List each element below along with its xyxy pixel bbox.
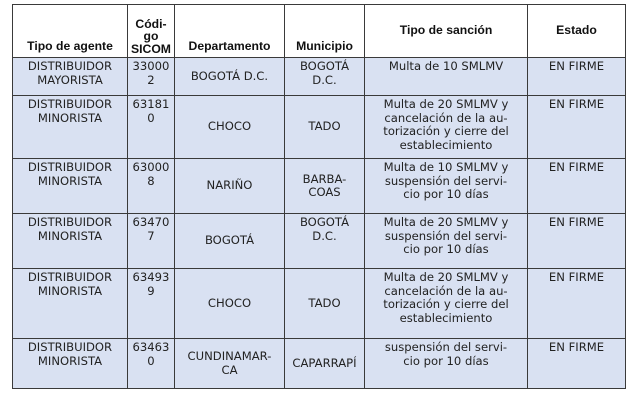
table-row (13, 339, 626, 389)
cell-municipio: BOGOTÁ D.C. (285, 58, 365, 96)
cell-codigo: 63463 0 (128, 339, 175, 389)
header-tipo-sancion: Tipo de sanción (365, 5, 528, 58)
table-row (13, 159, 626, 214)
cell-tipo-sancion: Multa de 20 SMLMV y cancelación de la au- torización y cierre del establecimiento (365, 96, 528, 159)
cell-tipo-sancion: Multa de 10 SMLMV (365, 58, 528, 96)
cell-codigo: 33000 2 (128, 58, 175, 96)
cell-codigo: 63000 8 (128, 159, 175, 214)
cell-codigo: 63470 7 (128, 214, 175, 269)
cell-tipo-agente: DISTRIBUIDOR MINORISTA (13, 269, 128, 339)
cell-municipio: BARBA- COAS (285, 159, 365, 214)
cell-tipo-agente: DISTRIBUIDOR MAYORISTA (13, 58, 128, 96)
cell-departamento: CUNDINAMAR- CA (175, 339, 285, 389)
cell-estado: EN FIRME (528, 58, 626, 96)
header-departamento: Departamento (175, 5, 285, 58)
cell-tipo-agente: DISTRIBUIDOR MINORISTA (13, 214, 128, 269)
table-row (13, 269, 626, 339)
cell-codigo: 63181 0 (128, 96, 175, 159)
document-page (12, 4, 625, 394)
cell-tipo-sancion: suspensión del servi- cio por 10 días (365, 339, 528, 389)
cell-municipio: BOGOTÁ D.C. (285, 214, 365, 269)
header-tipo-agente: Tipo de agente (13, 5, 128, 58)
table-header (13, 5, 626, 58)
cell-tipo-sancion: Multa de 20 SMLMV y suspensión del servi- cio por 10 días (365, 214, 528, 269)
cell-estado: EN FIRME (528, 339, 626, 389)
cell-tipo-sancion: Multa de 10 SMLMV y suspensión del servi- cio por 10 días (365, 159, 528, 214)
cell-departamento: BOGOTÁ (175, 214, 285, 269)
table-body (13, 58, 626, 389)
cell-estado: EN FIRME (528, 214, 626, 269)
cell-estado: EN FIRME (528, 96, 626, 159)
cell-departamento: NARIÑO (175, 159, 285, 214)
cell-municipio: CAPARRAPÍ (285, 339, 365, 389)
cell-estado: EN FIRME (528, 159, 626, 214)
cell-municipio: TADO (285, 269, 365, 339)
header-codigo-sicom: Códi- go SICOM (128, 5, 175, 58)
cell-tipo-agente: DISTRIBUIDOR MINORISTA (13, 339, 128, 389)
header-estado: Estado (528, 5, 626, 58)
table-row (13, 214, 626, 269)
cell-departamento: CHOCO (175, 96, 285, 159)
cell-tipo-sancion: Multa de 20 SMLMV y cancelación de la au- torización y cierre del establecimiento (365, 269, 528, 339)
cell-tipo-agente: DISTRIBUIDOR MINORISTA (13, 96, 128, 159)
header-row (13, 5, 626, 58)
table-row (13, 96, 626, 159)
cell-codigo: 63493 9 (128, 269, 175, 339)
cell-estado: EN FIRME (528, 269, 626, 339)
header-municipio: Municipio (285, 5, 365, 58)
cell-departamento: CHOCO (175, 269, 285, 339)
cell-tipo-agente: DISTRIBUIDOR MINORISTA (13, 159, 128, 214)
table-row (13, 58, 626, 96)
cell-departamento: BOGOTÁ D.C. (175, 58, 285, 96)
sanctions-table (12, 4, 626, 389)
cell-municipio: TADO (285, 96, 365, 159)
